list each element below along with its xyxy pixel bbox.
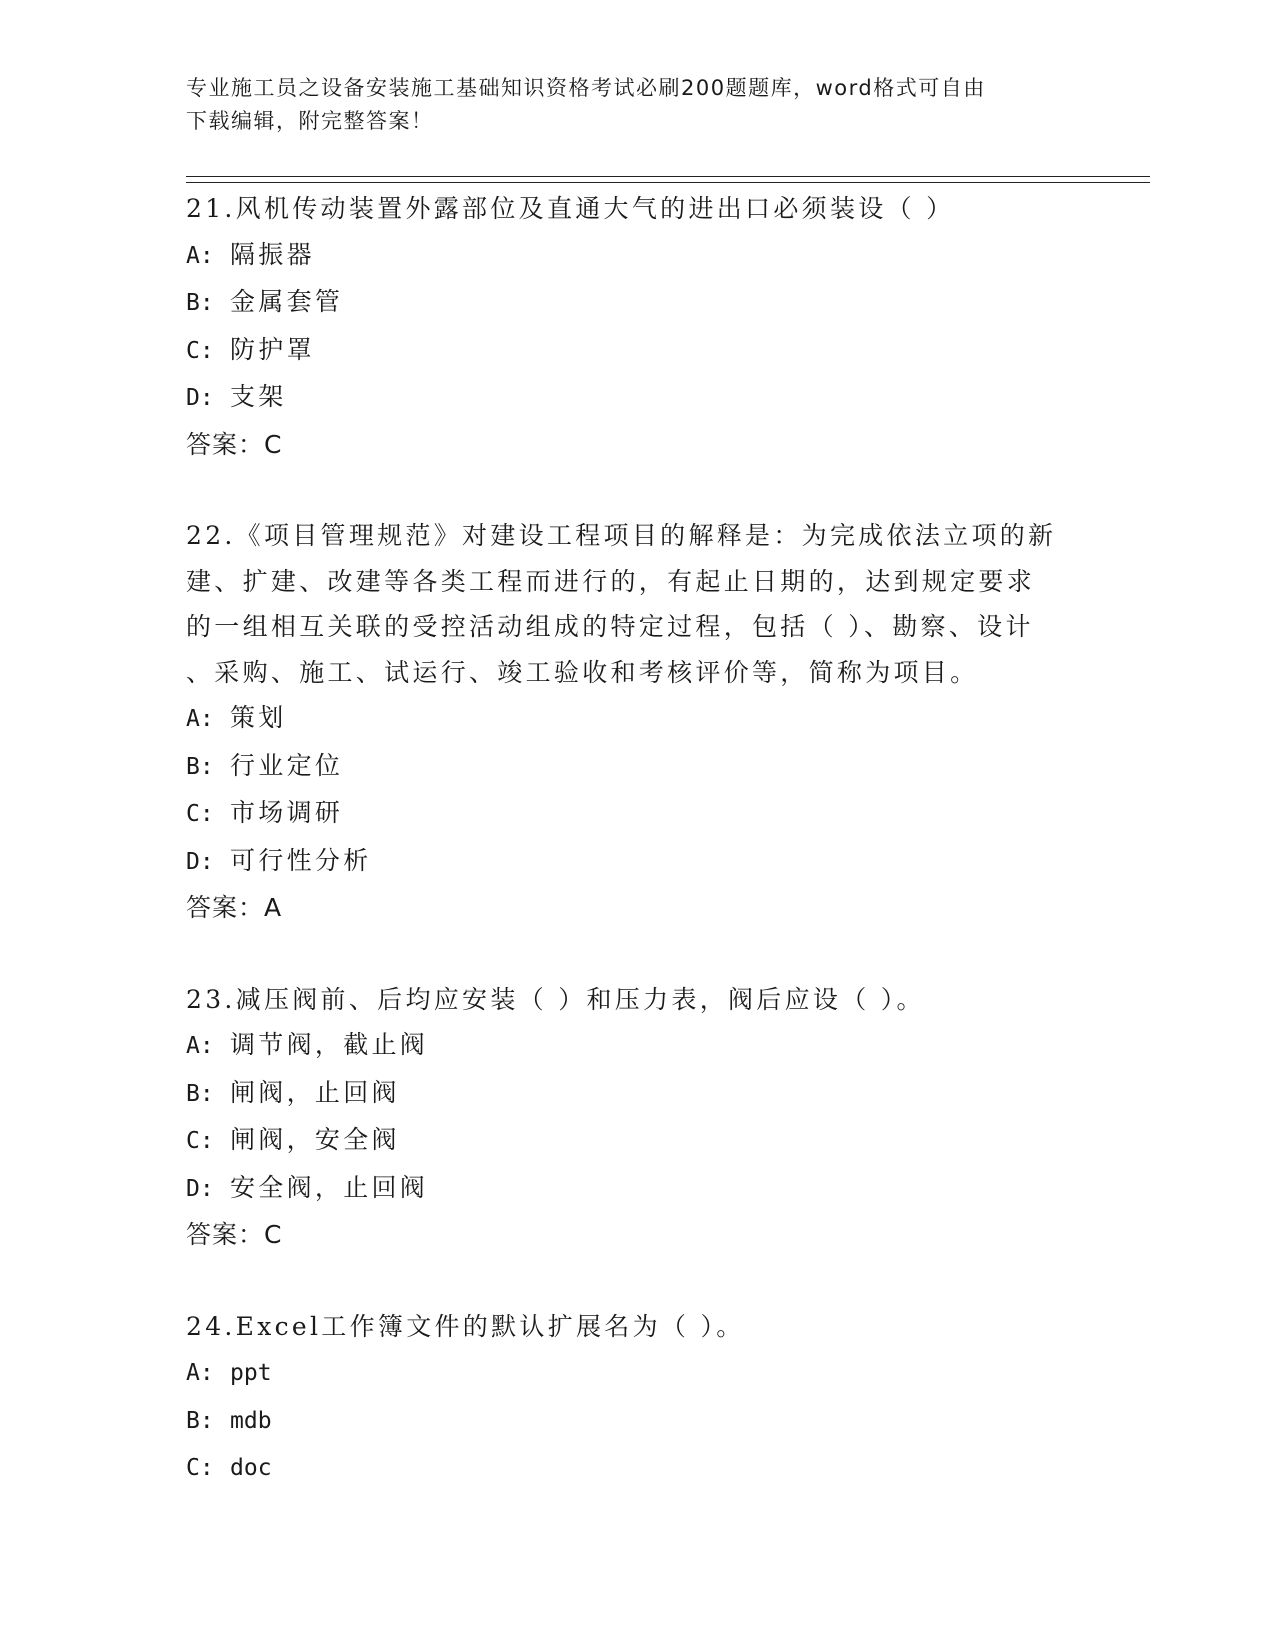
question-list — [186, 186, 1086, 1538]
option-key: B: — [186, 290, 214, 316]
option-key: B: — [186, 1080, 214, 1107]
answer-label: 答案：C — [186, 429, 283, 459]
option-text: 策划 — [230, 703, 287, 732]
question-23 — [186, 977, 1086, 1258]
option-c — [186, 1117, 1086, 1165]
header-divider-top — [186, 176, 1150, 177]
option-key: C: — [186, 1455, 214, 1481]
question-stem: 21.风机传动装置外露部位及直通大气的进出口必须装设（ ） — [186, 194, 955, 223]
option-text: 调节阀，截止阀 — [230, 1030, 429, 1059]
header-title-line-2: 下载编辑，附完整答案！ — [186, 109, 434, 133]
option-text: 行业定位 — [230, 750, 344, 780]
option-text: 支架 — [230, 382, 287, 411]
option-d — [186, 1165, 1086, 1213]
option-text: 闸阀，安全阀 — [230, 1125, 400, 1154]
option-c — [186, 327, 1086, 375]
answer-label: 答案：A — [186, 893, 283, 922]
document-header — [186, 72, 1066, 138]
question-stem-line-4: 、采购、施工、试运行、竣工验收和考核评价等，简称为项目。 — [186, 657, 979, 687]
option-text: ppt — [230, 1360, 272, 1386]
option-key: A: — [186, 1033, 214, 1059]
question-stem: 23.减压阀前、后均应安装（ ）和压力表，阀后应设（ ）。 — [186, 984, 925, 1014]
option-b — [186, 1397, 1086, 1445]
option-text: 防护罩 — [230, 334, 315, 364]
option-key: D: — [186, 848, 214, 875]
option-text: 市场调研 — [230, 798, 344, 827]
question-stem-line-2: 建、扩建、改建等各类工程而进行的，有起止日期的，达到规定要求 — [186, 566, 1036, 596]
answer-label: 答案：C — [186, 1220, 283, 1249]
option-key: A: — [186, 706, 214, 732]
question-22 — [186, 513, 1086, 931]
option-key: A: — [186, 1360, 214, 1386]
option-text: 可行性分析 — [230, 845, 372, 875]
option-key: D: — [186, 1175, 214, 1202]
option-a — [186, 232, 1086, 280]
option-text: 隔振器 — [230, 239, 315, 269]
question-stem-line-3: 的一组相互关联的受控活动组成的特定过程，包括（ ）、勘察、设计 — [186, 612, 1034, 641]
option-text: 金属套管 — [230, 287, 344, 316]
option-key: C: — [186, 337, 214, 364]
option-b — [186, 279, 1086, 327]
header-title-line-1: 专业施工员之设备安装施工基础知识资格考试必刷200题题库，word格式可自由 — [186, 76, 986, 100]
option-c — [186, 1444, 1086, 1492]
question-21 — [186, 186, 1086, 467]
question-24 — [186, 1304, 1086, 1492]
option-d — [186, 374, 1086, 422]
question-stem-line-1: 22.《项目管理规范》对建设工程项目的解释是：为完成依法立项的新 — [186, 521, 1057, 550]
option-key: D: — [186, 385, 214, 411]
option-key: B: — [186, 753, 214, 780]
option-key: B: — [186, 1407, 214, 1434]
option-key: C: — [186, 1128, 214, 1154]
option-text: doc — [230, 1455, 272, 1481]
option-b — [186, 1070, 1086, 1118]
option-d — [186, 838, 1086, 886]
option-c — [186, 790, 1086, 838]
option-text: 闸阀，止回阀 — [230, 1077, 400, 1107]
option-key: A: — [186, 242, 214, 269]
option-a — [186, 695, 1086, 743]
option-b — [186, 743, 1086, 791]
option-text: mdb — [230, 1407, 272, 1434]
option-a — [186, 1022, 1086, 1070]
option-key: C: — [186, 801, 214, 827]
question-stem: 24.Excel工作簿文件的默认扩展名为（ ）。 — [186, 1311, 745, 1341]
header-divider-bottom — [186, 182, 1150, 183]
option-a — [186, 1349, 1086, 1397]
option-text: 安全阀，止回阀 — [230, 1172, 429, 1202]
